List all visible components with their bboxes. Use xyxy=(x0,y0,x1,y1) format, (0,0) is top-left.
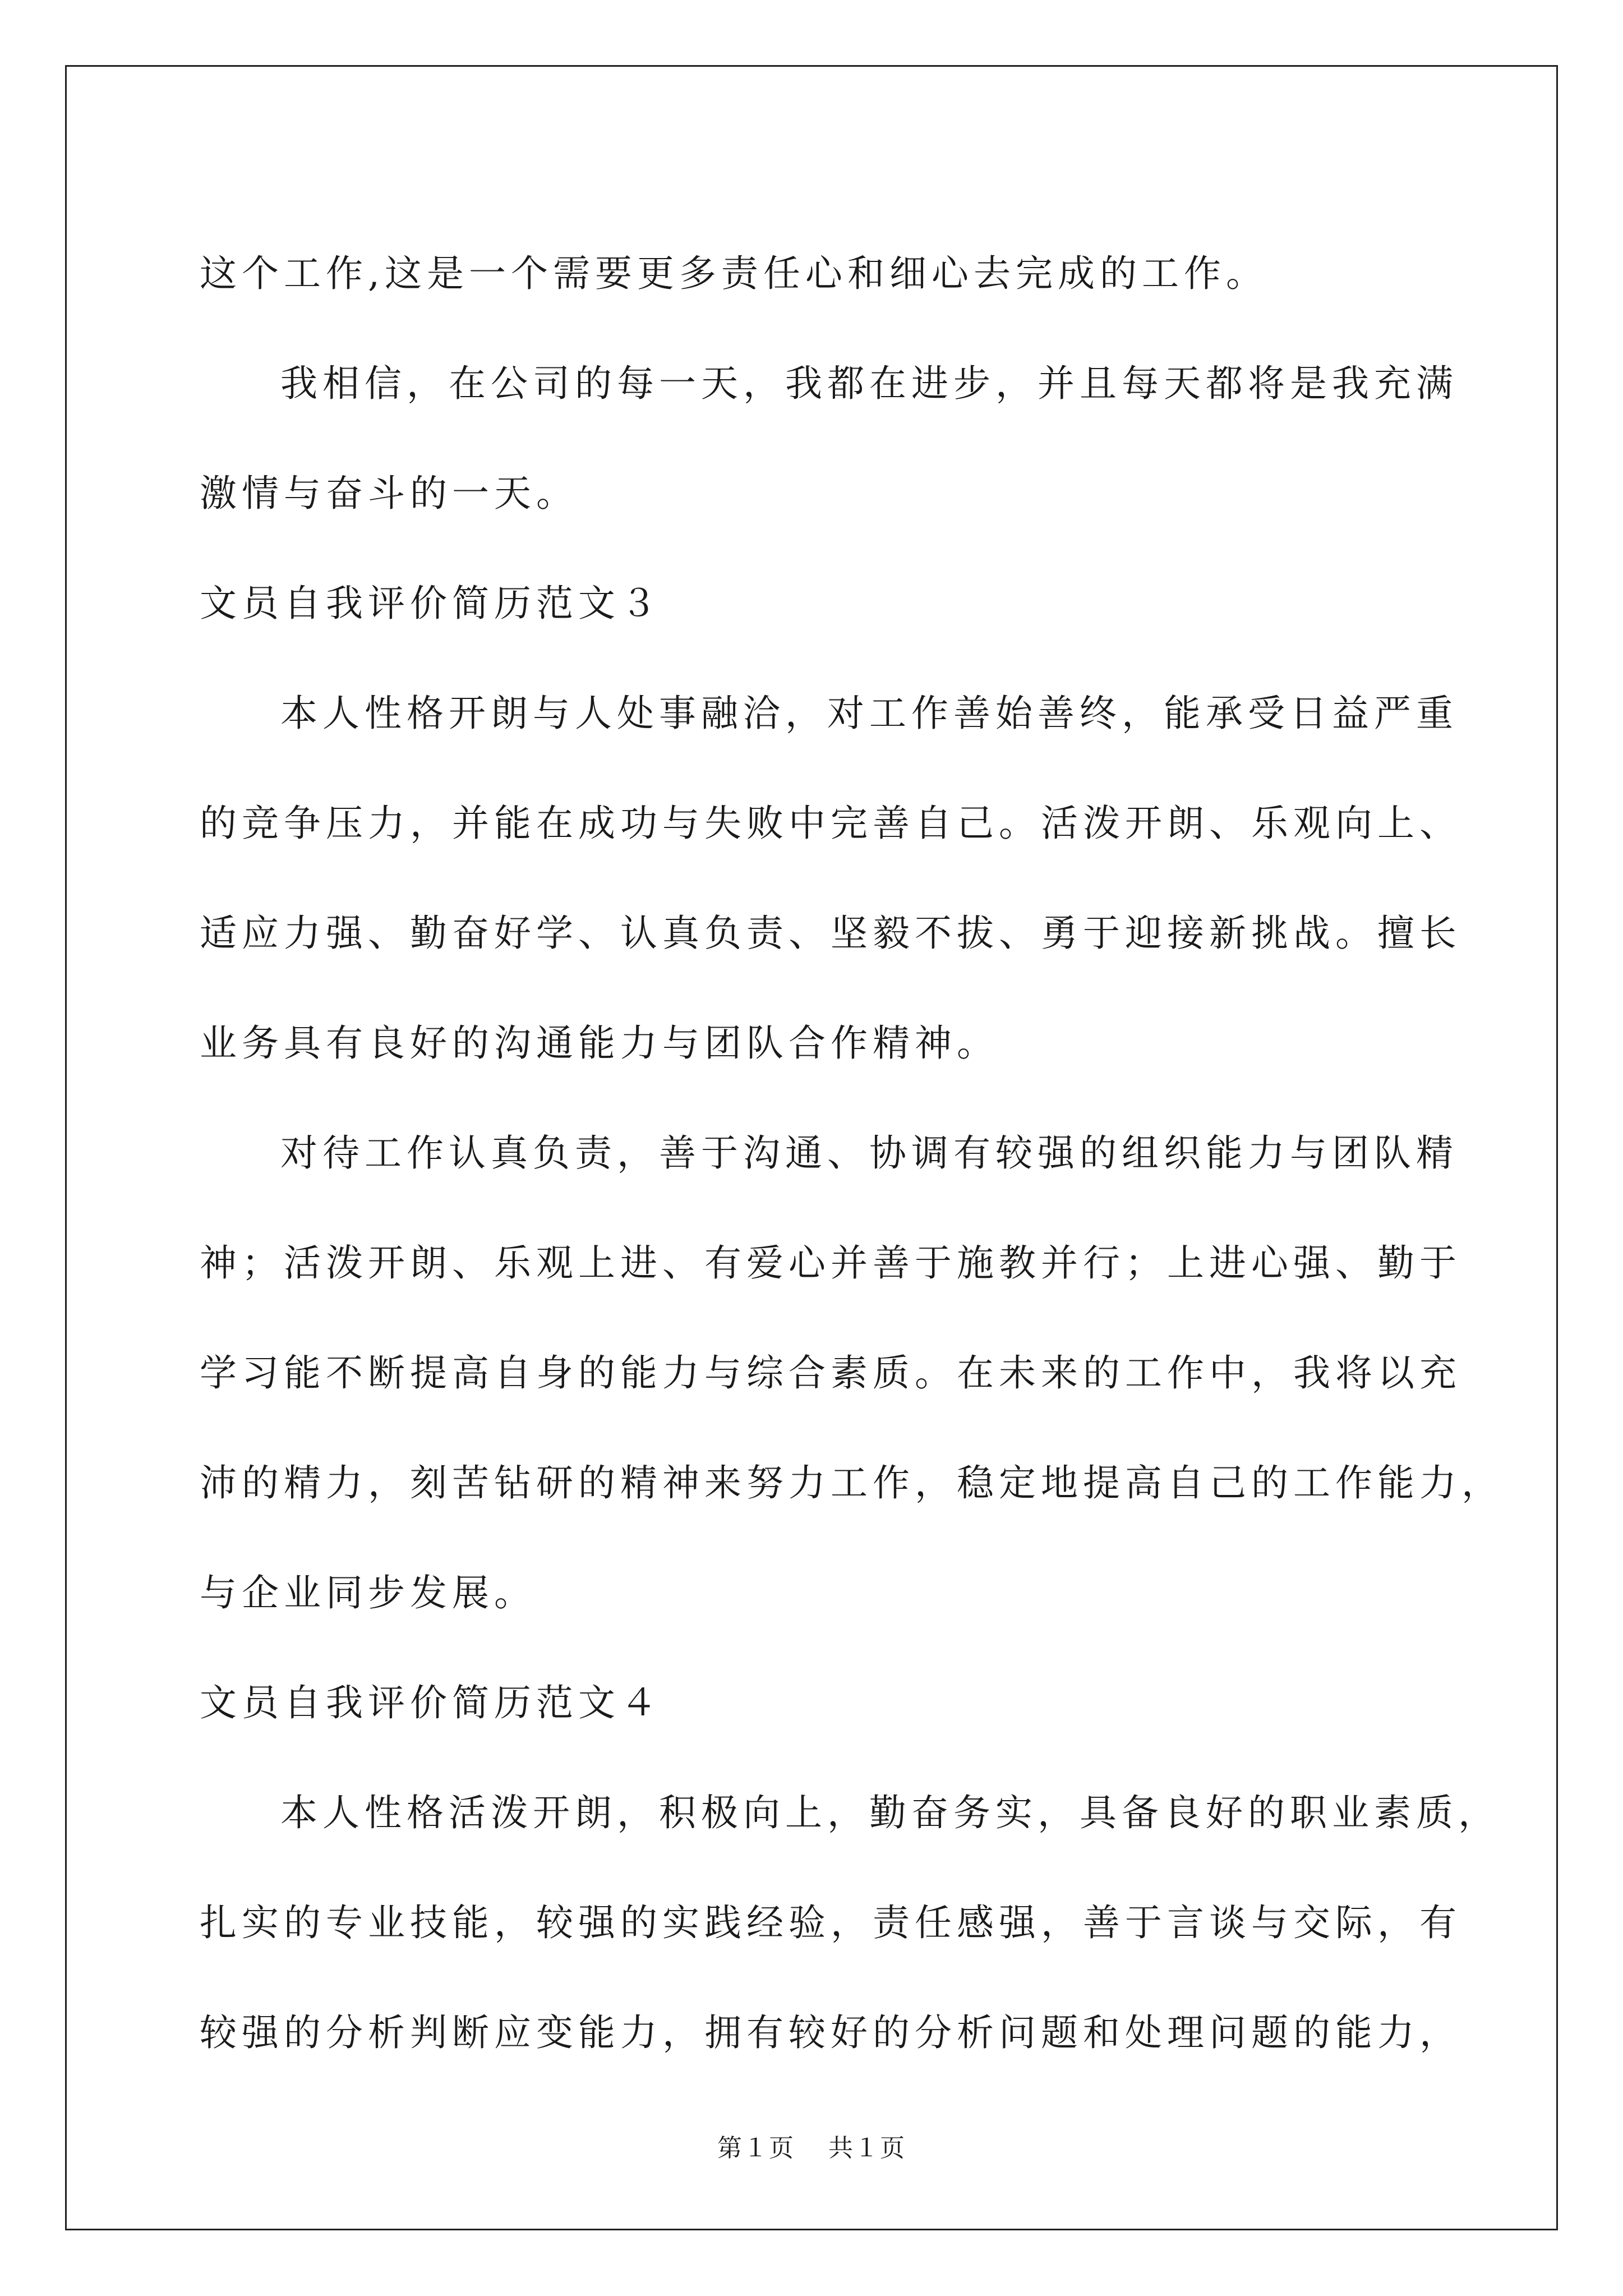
text-line: 的竞争压力，并能在成功与失败中完善自己。活泼开朗、乐观向上、 xyxy=(200,802,1461,845)
text-line: 沛的精力，刻苦钻研的精神来努力工作，稳定地提高自己的工作能力， xyxy=(200,1461,1504,1504)
text-line: 本人性格活泼开朗，积极向上，勤奋务实，具备良好的职业素质， xyxy=(280,1791,1500,1834)
text-line: 我相信，在公司的每一天，我都在进步，并且每天都将是我充满 xyxy=(280,362,1458,405)
text-line: 对待工作认真负责，善于沟通、协调有较强的组织能力与团队精 xyxy=(280,1131,1458,1175)
text-line: 适应力强、勤奋好学、认真负责、坚毅不拔、勇于迎接新挑战。擅长 xyxy=(200,912,1461,955)
section-heading: 文员自我评价简历范文３ xyxy=(200,582,662,625)
text-line: 神；活泼开朗、乐观上进、有爱心并善于施教并行；上进心强、勤于 xyxy=(200,1241,1461,1285)
text-line: 较强的分析判断应变能力，拥有较好的分析问题和处理问题的能力， xyxy=(200,2011,1461,2054)
text-line: 激情与奋斗的一天。 xyxy=(200,472,578,515)
text-line: 业务具有良好的沟通能力与团队合作精神。 xyxy=(200,1022,999,1065)
text-line: 本人性格开朗与人处事融洽，对工作善始善终，能承受日益严重 xyxy=(280,692,1458,735)
text-line: 学习能不断提高自身的能力与综合素质。在未来的工作中，我将以充 xyxy=(200,1351,1461,1395)
document-body xyxy=(200,219,1504,2088)
text-line: 与企业同步发展。 xyxy=(200,1571,536,1614)
text-line: 扎实的专业技能，较强的实践经验，责任感强，善于言谈与交际，有 xyxy=(200,1901,1461,1944)
page-number-total: 共１页 xyxy=(828,2134,906,2162)
text-line: 这个工作,这是一个需要更多责任心和细心去完成的工作。 xyxy=(200,252,1268,295)
page-footer xyxy=(0,2132,1623,2165)
page-number-current: 第１页 xyxy=(717,2134,795,2162)
section-heading: 文员自我评价简历范文４ xyxy=(200,1681,662,1724)
